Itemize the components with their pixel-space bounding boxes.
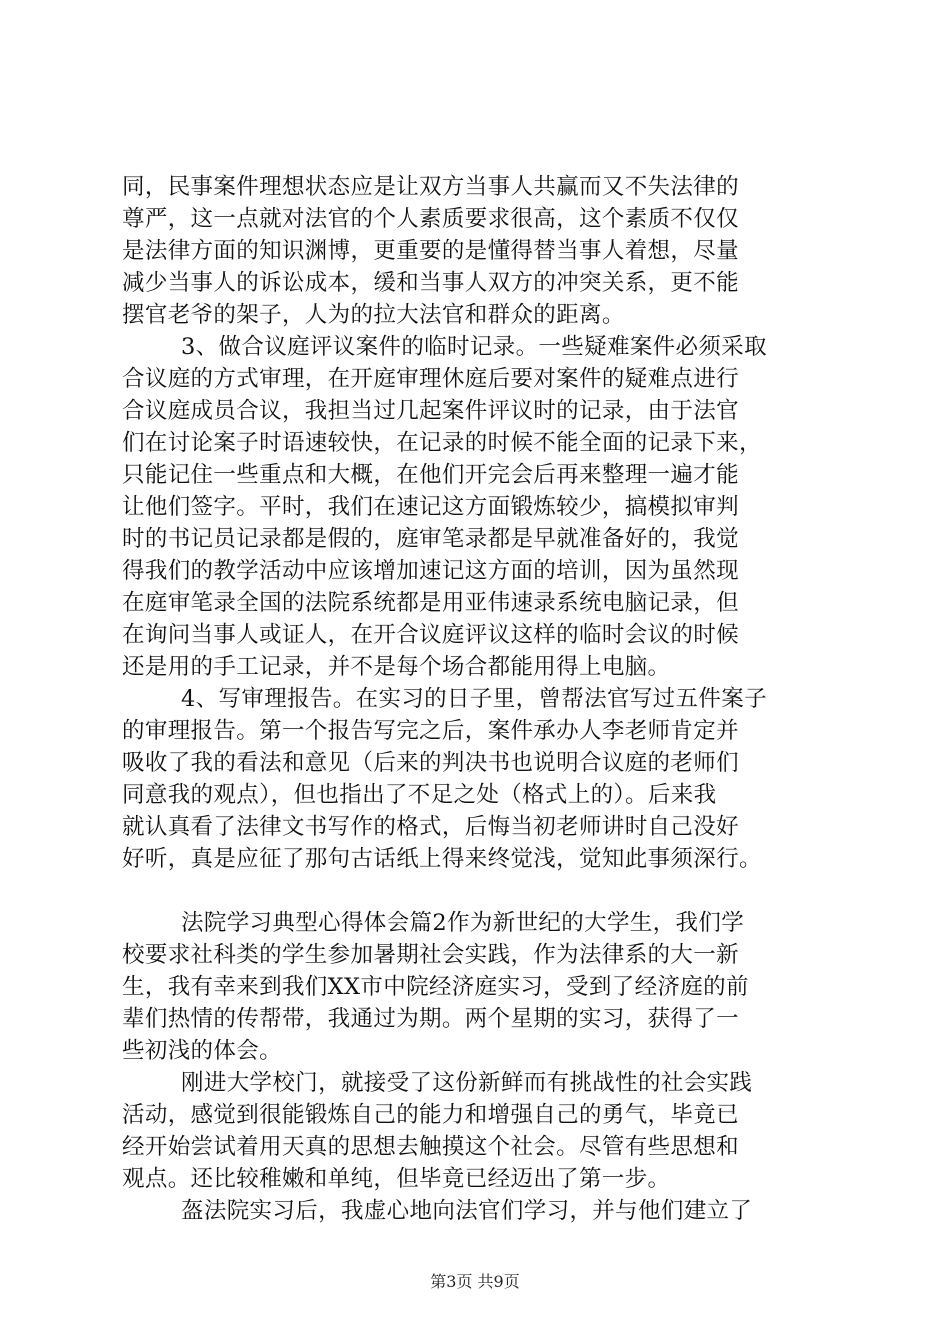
text-line: 好听，真是应征了那句古话纸上得来终觉浅，觉知此事须深行。	[122, 846, 762, 872]
text-line: 3、做合议庭评议案件的临时记录。一些疑难案件必须采取	[181, 334, 767, 360]
text-line: 同意我的观点），但也指出了不足之处（格式上的）。后来我	[122, 782, 717, 808]
text-line: 的审理报告。第一个报告写完之后，案件承办人李老师肯定并	[122, 718, 739, 744]
text-line: 观点。还比较稚嫩和单纯，但毕竟已经迈出了第一步。	[122, 1166, 671, 1192]
text-line: 校要求社科类的学生参加暑期社会实践，作为法律系的大一新	[122, 942, 739, 968]
text-line: 摆官老爷的架子，人为的拉大法官和群众的距离。	[122, 302, 625, 328]
text-line: 们在讨论案子时语速较快，在记录的时候不能全面的记录下来，	[122, 430, 762, 456]
text-line: 刚进大学校门，就接受了这份新鲜而有挑战性的社会实践	[181, 1070, 753, 1096]
text-line: 尊严，这一点就对法官的个人素质要求很高，这个素质不仅仅	[122, 206, 739, 232]
text-line: 合议庭成员合议，我担当过几起案件评议时的记录，由于法官	[122, 398, 739, 424]
text-line: 让他们签字。平时，我们在速记这方面锻炼较少，搞模拟审判	[122, 494, 739, 520]
text-line: 法院学习典型心得体会篇2作为新世纪的大学生，我们学	[181, 910, 745, 936]
text-line: 时的书记员记录都是假的，庭审笔录都是早就准备好的，我觉	[122, 526, 739, 552]
text-line: 活动，感觉到很能锻炼自己的能力和增强自己的勇气，毕竟已	[122, 1102, 739, 1128]
page-footer: 第3页 共9页	[430, 1272, 520, 1291]
text-line: 得我们的教学活动中应该增加速记这方面的培训，因为虽然现	[122, 558, 739, 584]
text-line: 生，我有幸来到我们XX市中院经济庭实习，受到了经济庭的前	[122, 974, 749, 1000]
text-line: 在庭审笔录全国的法院系统都是用亚伟速录系统电脑记录，但	[122, 590, 739, 616]
text-line: 盔法院实习后，我虚心地向法官们学习，并与他们建立了	[181, 1198, 753, 1224]
text-line: 辈们热情的传帮带，我通过为期。两个星期的实习，获得了一	[122, 1006, 739, 1032]
text-line: 是法律方面的知识渊博，更重要的是懂得替当事人着想，尽量	[122, 238, 739, 264]
text-line: 就认真看了法律文书写作的格式，后悔当初老师讲时自己没好	[122, 814, 739, 840]
text-line: 合议庭的方式审理，在开庭审理休庭后要对案件的疑难点进行	[122, 366, 739, 392]
paragraph-gap	[122, 875, 837, 907]
text-line: 吸收了我的看法和意见（后来的判决书也说明合议庭的老师们	[122, 750, 739, 776]
document-body	[122, 171, 837, 1227]
text-line: 同，民事案件理想状态应是让双方当事人共赢而又不失法律的	[122, 174, 739, 200]
text-line: 还是用的手工记录，并不是每个场合都能用得上电脑。	[122, 654, 671, 680]
text-line: 4、写审理报告。在实习的日子里，曾帮法官写过五件案子	[181, 686, 767, 712]
text-line: 在询问当事人或证人，在开合议庭评议这样的临时会议的时候	[122, 622, 739, 648]
text-line: 只能记住一些重点和大概，在他们开完会后再来整理一遍才能	[122, 462, 739, 488]
text-line: 经开始尝试着用天真的思想去触摸这个社会。尽管有些思想和	[122, 1134, 739, 1160]
text-line: 减少当事人的诉讼成本，缓和当事人双方的冲突关系，更不能	[122, 270, 739, 296]
text-line: 些初浅的体会。	[122, 1038, 282, 1064]
